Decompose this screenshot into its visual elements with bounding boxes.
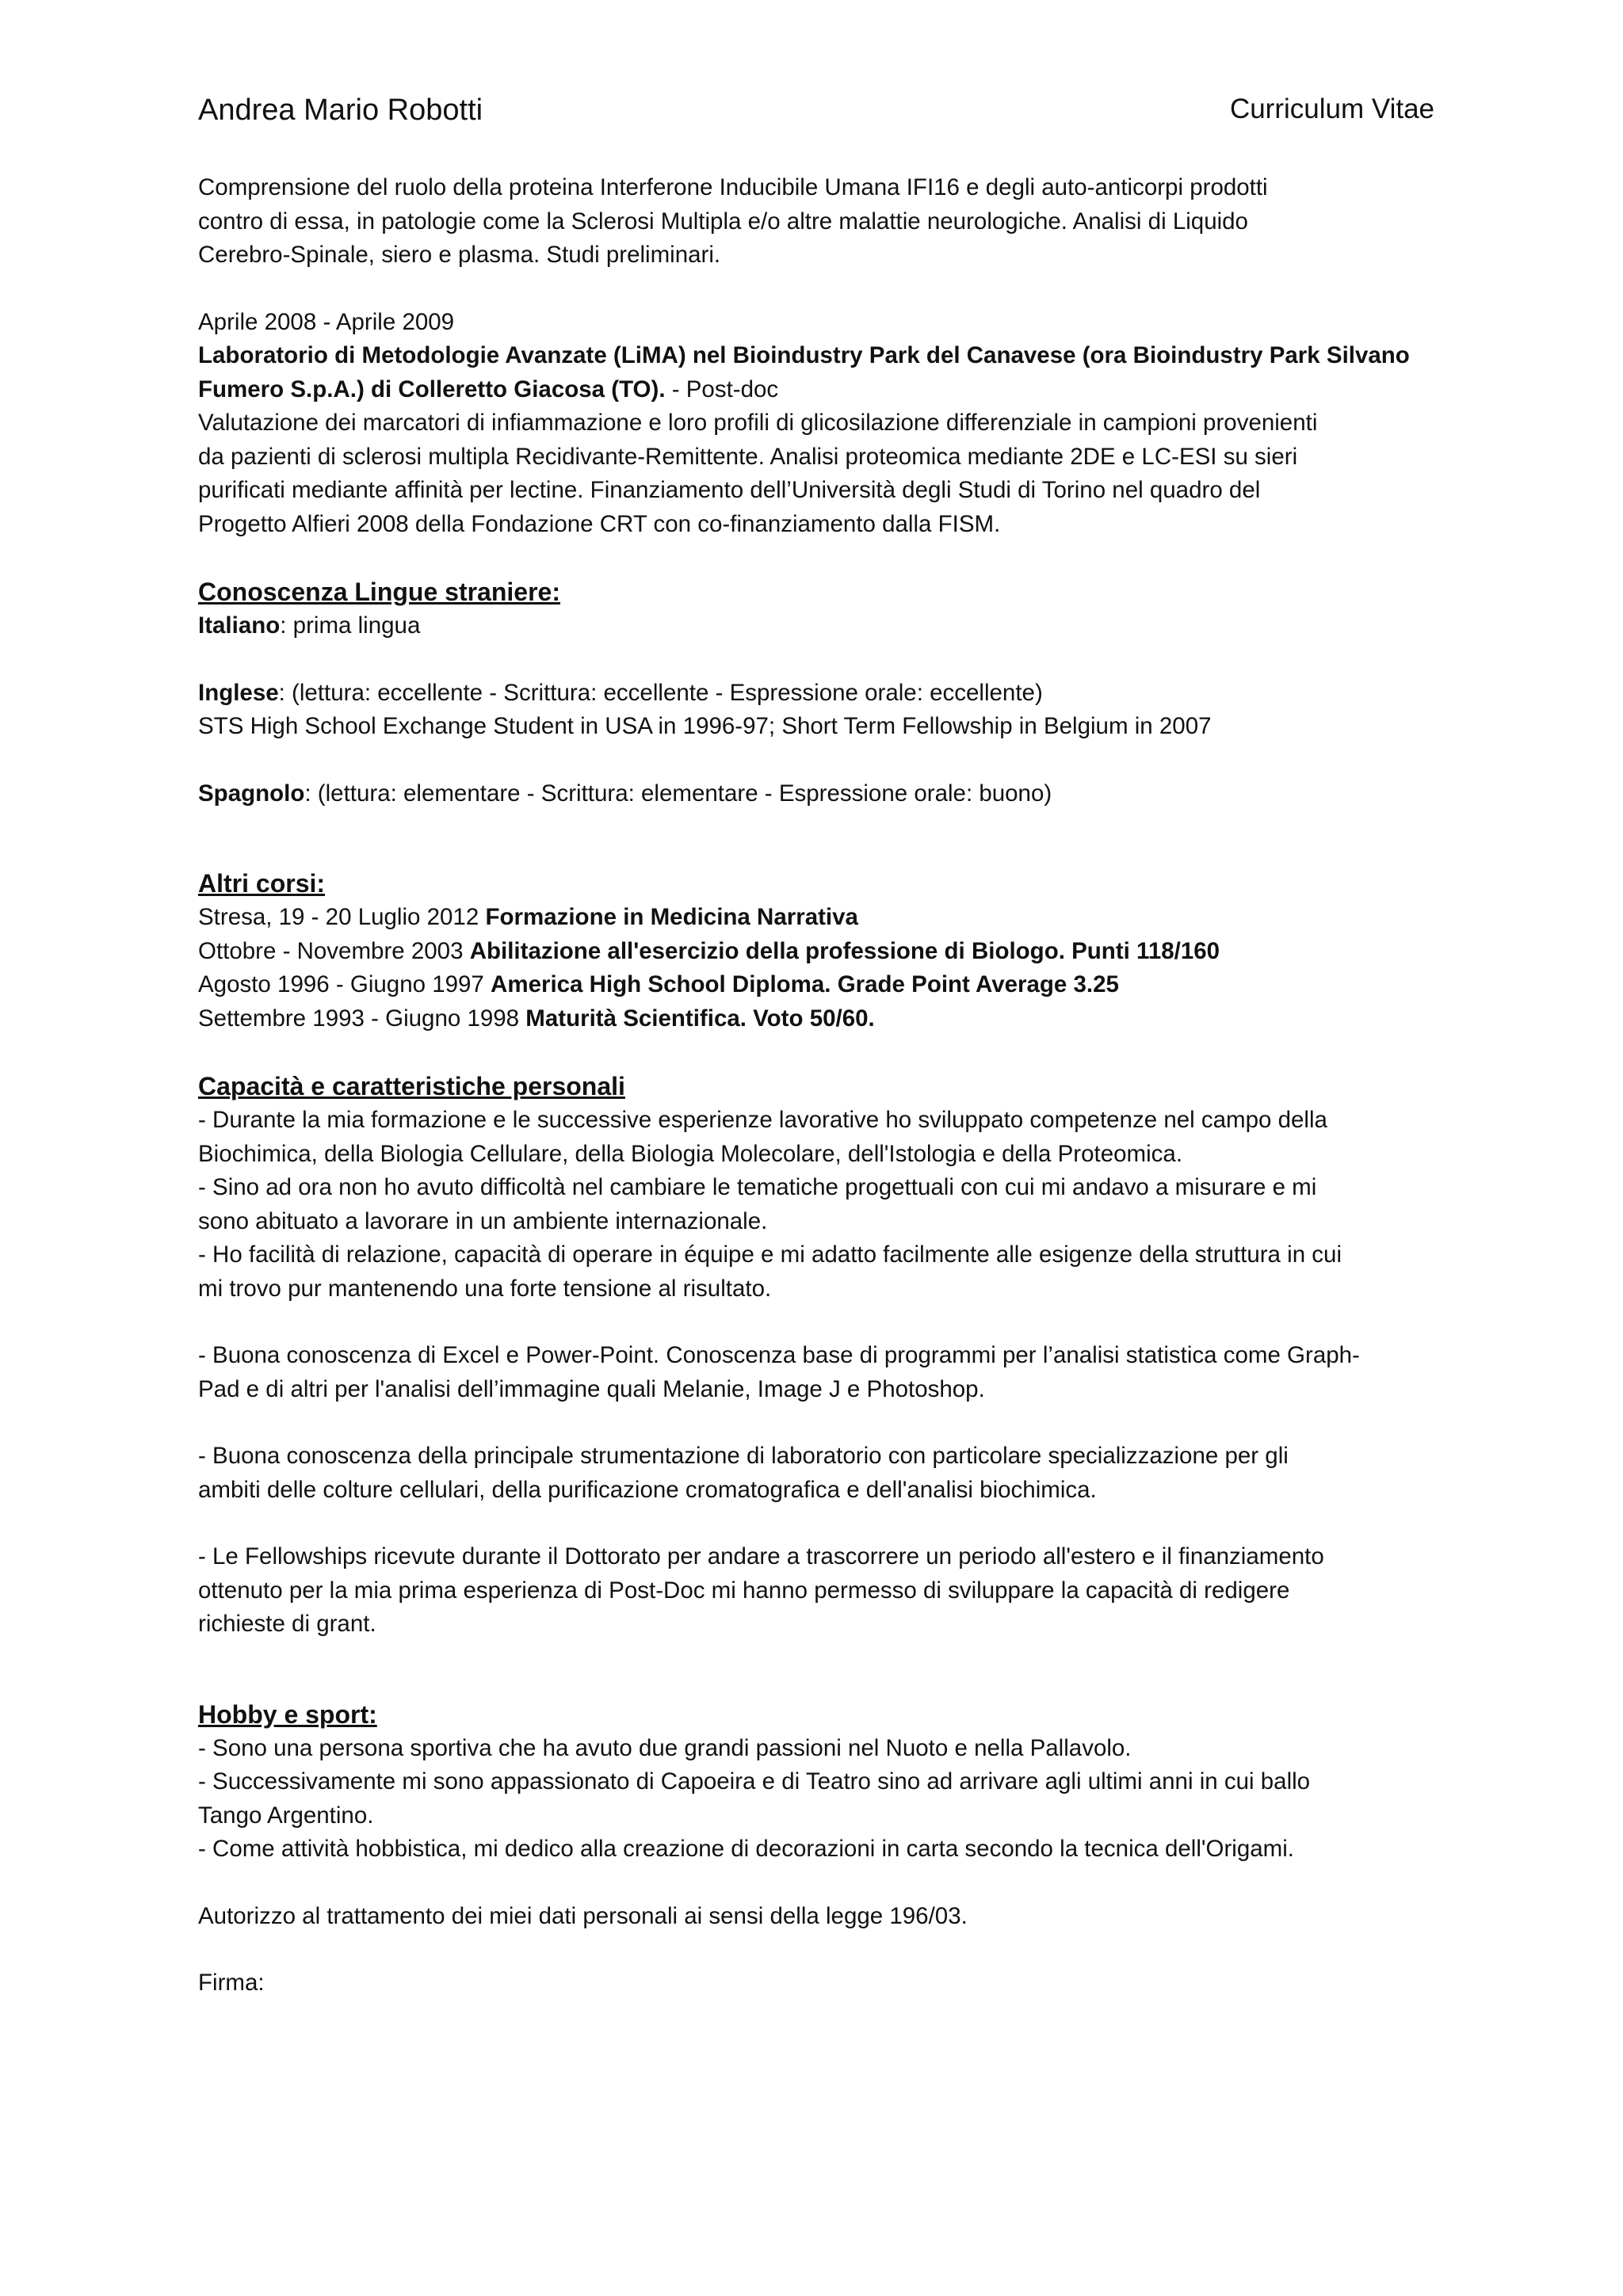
postdoc-period: Aprile 2008 - Aprile 2009 — [198, 308, 455, 335]
language-text: : (lettura: elementare - Scrittura: elementare - Espressione orale: buono) — [304, 780, 1052, 807]
skills-line: - Buona conoscenza della principale strumentazione di laboratorio con particolare specializzazione per gli — [198, 1443, 1289, 1469]
course-item — [198, 935, 1434, 969]
privacy-consent: Autorizzo al trattamento dei miei dati personali ai sensi della legge 196/03. — [198, 1902, 968, 1929]
skills-line: mi trovo pur mantenendo una forte tensione al risultato. — [198, 1275, 772, 1302]
intro-paragraph — [198, 171, 1434, 273]
language-label: Spagnolo — [198, 780, 305, 807]
skills-title: Capacità e caratteristiche personali — [198, 1072, 625, 1100]
course-item — [198, 901, 1434, 935]
course-date: Ottobre - Novembre 2003 — [198, 937, 470, 964]
course-title: Formazione in Medicina Narrativa — [485, 904, 858, 930]
skills-line: sono abituato a lavorare in un ambiente internazionale. — [198, 1207, 768, 1234]
postdoc-entry — [198, 306, 1434, 542]
language-spanish — [198, 777, 1434, 811]
languages-title: Conoscenza Lingue straniere: — [198, 578, 560, 606]
course-title: Maturità Scientifica. Voto 50/60. — [525, 1005, 875, 1032]
postdoc-desc-line: Valutazione dei marcatori di infiammazione e loro profili di glicosilazione differenziale in campioni provenienti — [198, 410, 1318, 436]
course-item — [198, 1002, 1434, 1036]
postdoc-role: - Post-doc — [665, 376, 779, 402]
page-header — [198, 93, 1434, 141]
courses-section — [198, 866, 1434, 1035]
skills-line: - Sino ad ora non ho avuto difficoltà nel cambiare le tematiche progettuali con cui mi andavo a misurare e mi — [198, 1174, 1317, 1200]
hobby-line: Tango Argentino. — [198, 1802, 374, 1829]
language-label: Italiano — [198, 612, 281, 639]
cv-page — [198, 93, 1434, 2000]
language-english — [198, 677, 1434, 711]
skills-section — [198, 1069, 1434, 1642]
hobby-section — [198, 1697, 1434, 1867]
course-title: Abilitazione all'esercizio della professione di Biologo. Punti 118/160 — [469, 937, 1220, 964]
intro-line: Comprensione del ruolo della proteina Interferone Inducibile Umana IFI16 e degli auto-anticorpi prodotti — [198, 174, 1268, 200]
postdoc-lab-role-line — [198, 373, 1434, 407]
course-date: Agosto 1996 - Giugno 1997 — [198, 971, 491, 997]
signature-label: Firma: — [198, 1970, 265, 1996]
courses-title: Altri corsi: — [198, 869, 326, 898]
postdoc-lab-line: Laboratorio di Metodologie Avanzate (LiMA) nel Bioindustry Park del Canavese (ora Bioindustry Park Silvano — [198, 342, 1410, 368]
hobby-line: - Successivamente mi sono appassionato di Capoeira e di Teatro sino ad arrivare agli ultimi anni in cui ballo — [198, 1768, 1311, 1794]
skills-line: - Ho facilità di relazione, capacità di operare in équipe e mi adatto facilmente alle esigenze della struttura in cui — [198, 1241, 1342, 1268]
hobby-line: - Come attività hobbistica, mi dedico alla creazione di decorazioni in carta secondo la tecnica dell'Origami. — [198, 1836, 1294, 1862]
skills-line: - Buona conoscenza di Excel e Power-Point. Conoscenza base di programmi per l’analisi statistica come Graph- — [198, 1342, 1360, 1368]
header-doc-type: Curriculum Vitae — [1229, 93, 1434, 124]
skills-line: ottenuto per la mia prima esperienza di Post-Doc mi hanno permesso di sviluppare la capacità di redigere — [198, 1577, 1290, 1604]
skills-line: ambiti delle colture cellulari, della purificazione cromatografica e dell'analisi biochimica. — [198, 1476, 1097, 1503]
language-text: : prima lingua — [280, 612, 421, 639]
postdoc-desc-line: Progetto Alfieri 2008 della Fondazione CRT con co-finanziamento dalla FISM. — [198, 510, 1001, 537]
intro-line: Cerebro-Spinale, siero e plasma. Studi preliminari. — [198, 242, 721, 268]
course-title: America High School Diploma. Grade Point Average 3.25 — [491, 971, 1119, 997]
postdoc-lab-line: Fumero S.p.A.) di Colleretto Giacosa (TO). — [198, 376, 666, 402]
language-italian — [198, 609, 1434, 643]
skills-line: Biochimica, della Biologia Cellulare, della Biologia Molecolare, dell'Istologia e della Proteomica. — [198, 1140, 1183, 1167]
skills-line: richieste di grant. — [198, 1611, 376, 1637]
header-name: Andrea Mario Robotti — [198, 93, 483, 127]
postdoc-desc-line: da pazienti di sclerosi multipla Recidivante-Remittente. Analisi proteomica mediante 2DE e LC-ESI su sieri — [198, 443, 1298, 470]
language-english-note: STS High School Exchange Student in USA in 1996-97; Short Term Fellowship in Belgium in 2007 — [198, 713, 1212, 739]
language-text: : (lettura: eccellente - Scrittura: eccellente - Espressione orale: eccellente) — [278, 679, 1043, 706]
skills-line: - Le Fellowships ricevute durante il Dottorato per andare a trascorrere un periodo all'estero e il finanziamento — [198, 1543, 1324, 1569]
course-date: Stresa, 19 - 20 Luglio 2012 — [198, 904, 486, 930]
skills-line: Pad e di altri per l'analisi dell’immagine quali Melanie, Image J e Photoshop. — [198, 1375, 985, 1402]
languages-section — [198, 574, 1434, 810]
hobby-line: - Sono una persona sportiva che ha avuto due grandi passioni nel Nuoto e nella Pallavolo. — [198, 1734, 1132, 1761]
intro-line: contro di essa, in patologie come la Sclerosi Multipla e/o altre malattie neurologiche. Analisi di Liquido — [198, 208, 1248, 235]
course-item — [198, 968, 1434, 1002]
skills-line: - Durante la mia formazione e le successive esperienze lavorative ho sviluppato competenze nel campo della — [198, 1107, 1327, 1133]
hobby-title: Hobby e sport: — [198, 1699, 377, 1729]
course-date: Settembre 1993 - Giugno 1998 — [198, 1005, 526, 1032]
language-label: Inglese — [198, 679, 279, 706]
postdoc-desc-line: purificati mediante affinità per lectine. Finanziamento dell’Università degli Studi di Torino nel quadro del — [198, 477, 1261, 503]
